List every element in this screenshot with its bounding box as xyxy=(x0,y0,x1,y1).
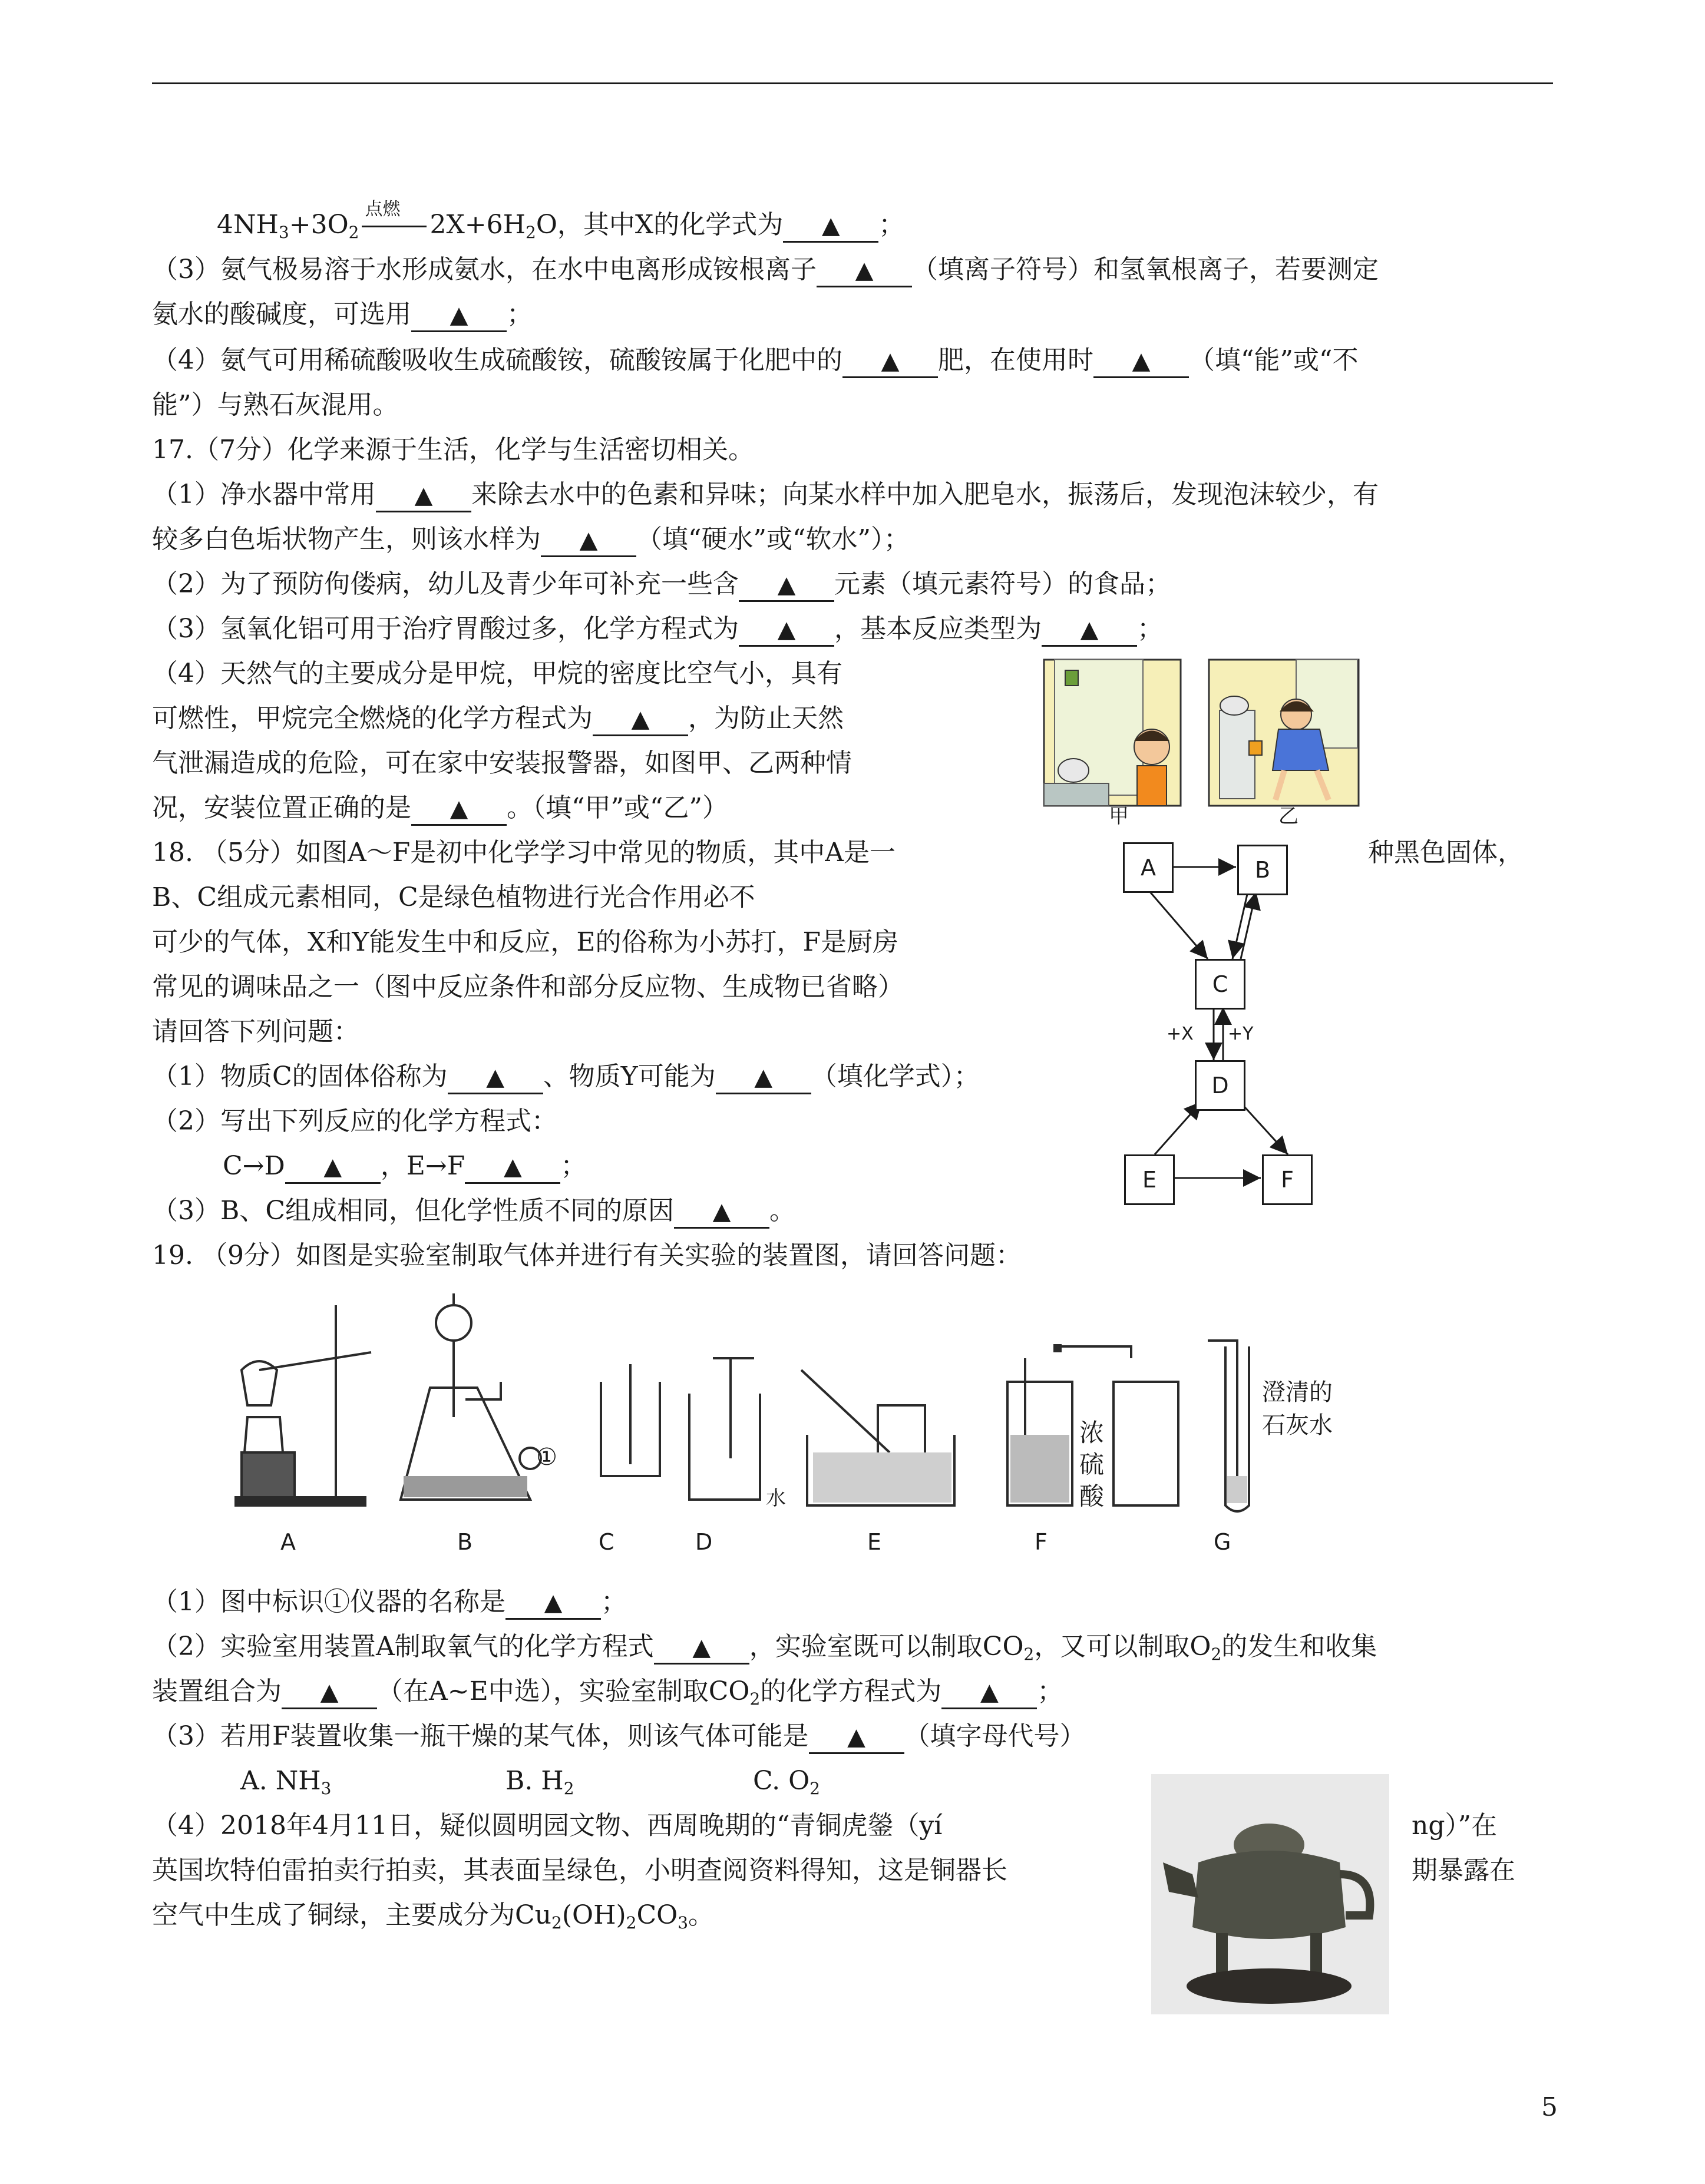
q18-part3: （3）B、C组成相同，但化学性质不同的原因 ▲ 。 xyxy=(152,1193,795,1229)
answer-blank[interactable]: ▲ xyxy=(282,1676,377,1709)
q17-part4-line1: （4）天然气的主要成分是甲烷，甲烷的密度比空气小，具有 xyxy=(152,658,842,689)
water-label: 水 xyxy=(766,1487,786,1510)
q18-line2: B、C组成元素相同，C是绿色植物进行光合作用必不 xyxy=(152,882,755,912)
gas-alarm-figure-b xyxy=(1208,658,1360,807)
q18-line1a: 18. （5分）如图A～F是初中化学学习中常见的物质，其中A是一 xyxy=(152,838,896,868)
node-b: B xyxy=(1237,845,1288,895)
q19-part4-line2a: 英国坎特伯雷拍卖行拍卖，其表面呈绿色，小明查阅资料得知，这是铜器长 xyxy=(152,1855,1007,1885)
q17-part3: （3）氢氧化铝可用于治疗胃酸过多，化学方程式为 ▲ ，基本反应类型为 ▲ ； xyxy=(152,611,1163,647)
reaction-condition: 点燃 xyxy=(359,207,429,243)
instrument-marker-1: ① xyxy=(536,1444,557,1471)
substance-relation-diagram xyxy=(1119,836,1320,1213)
apparatus-label-a: A xyxy=(280,1529,296,1555)
q16-part3-line2: 氨水的酸碱度，可选用 ▲ ； xyxy=(152,297,533,332)
q18-part2: （2）写出下列反应的化学方程式： xyxy=(152,1106,557,1136)
answer-blank[interactable]: ▲ xyxy=(739,569,834,602)
q17-part4-line2: 可燃性，甲烷完全燃烧的化学方程式为 ▲ ，为防止天然 xyxy=(152,701,844,736)
q19-part1: （1）图中标识①仪器的名称是 ▲ ； xyxy=(152,1584,627,1620)
q17-title: 17.（7分）化学来源于生活，化学与生活密切相关。 xyxy=(152,435,754,465)
q19-part4-line1a: （4）2018年4月11日，疑似圆明园文物、西周晚期的“青铜虎鎣（yí xyxy=(152,1811,943,1841)
answer-blank[interactable]: ▲ xyxy=(465,1151,560,1184)
apparatus-label-e: E xyxy=(867,1529,882,1555)
q19-title: 19. （9分）如图是实验室制取气体并进行有关实验的装置图，请回答问题： xyxy=(152,1240,1022,1270)
edge-label-y: +Y xyxy=(1228,1024,1254,1044)
q18-part2-equations: C→D ▲ ，E→F ▲ ； xyxy=(223,1149,586,1184)
answer-blank[interactable]: ▲ xyxy=(809,1721,904,1754)
answer-blank[interactable]: ▲ xyxy=(674,1196,769,1229)
lab-apparatus-figure xyxy=(224,1282,1379,1564)
q19-part2-line2: 装置组合为 ▲ （在A~E中选），实验室制取$CO_2$的化学方程式为 ▲ ； xyxy=(152,1676,1063,1709)
answer-blank[interactable]: ▲ xyxy=(817,254,912,287)
answer-blank[interactable]: ▲ xyxy=(593,703,688,736)
answer-blank[interactable]: ▲ xyxy=(716,1061,811,1094)
acid-label: 浓 硫 酸 xyxy=(1079,1418,1105,1511)
q16-part4-line1: （4）氨气可用稀硫酸吸收生成硫酸铵，硫酸铵属于化肥中的 ▲ 肥，在使用时 ▲ （填“能”或“不 xyxy=(152,343,1358,378)
node-d: D xyxy=(1195,1060,1245,1111)
q18-part1: （1）物质C的固体俗称为 ▲ 、物质Y可能为 ▲ （填化学式）； xyxy=(152,1059,980,1094)
answer-blank[interactable]: ▲ xyxy=(411,299,507,332)
bronze-vessel-photo xyxy=(1151,1774,1389,2014)
q17-part4-line3: 气泄漏造成的危险，可在家中安装报警器，如图甲、乙两种情 xyxy=(152,748,852,778)
q19-part4-line2b: 期暴露在 xyxy=(1412,1855,1515,1885)
answer-blank[interactable]: ▲ xyxy=(1042,614,1137,647)
q19-part4-line1b: ng）”在 xyxy=(1412,1811,1497,1841)
q16-equation-line: $4NH_3+3O_2$ 点燃 $2X+6H_2O$，其中X的化学式为 ▲ ； xyxy=(217,199,905,242)
node-e: E xyxy=(1124,1154,1175,1205)
answer-blank[interactable]: ▲ xyxy=(411,793,507,826)
answer-blank[interactable]: ▲ xyxy=(448,1061,543,1094)
node-c: C xyxy=(1195,959,1245,1010)
header-rule xyxy=(152,82,1553,84)
q19-option-a: A. $NH_3$ xyxy=(240,1766,332,1798)
apparatus-label-f: F xyxy=(1035,1529,1048,1555)
page-number: 5 xyxy=(1541,2092,1558,2122)
apparatus-label-b: B xyxy=(457,1529,473,1555)
answer-blank[interactable]: ▲ xyxy=(842,345,938,378)
answer-blank[interactable]: ▲ xyxy=(739,614,834,647)
figure-label-b: 乙 xyxy=(1278,805,1298,828)
gas-alarm-figure-a xyxy=(1043,658,1182,807)
q18-line3: 可少的气体，X和Y能发生中和反应，E的俗称为小苏打，F是厨房 xyxy=(152,927,899,957)
node-a: A xyxy=(1123,842,1174,893)
answer-blank[interactable]: ▲ xyxy=(941,1676,1037,1709)
q18-line1b: 种黑色固体， xyxy=(1368,838,1524,868)
answer-blank[interactable]: ▲ xyxy=(376,479,471,512)
q19-option-c: C. $O_2$ xyxy=(753,1766,820,1798)
q17-part4-line4: 况，安装位置正确的是 ▲ 。（填“甲”或“乙”） xyxy=(152,790,728,826)
edge-label-x: +X xyxy=(1167,1024,1194,1044)
q17-part1-line1: （1）净水器中常用 ▲ 来除去水中的色素和异味；向某水样中加入肥皂水，振荡后，发现泡沫较少，有 xyxy=(152,477,1379,512)
answer-blank[interactable]: ▲ xyxy=(541,524,636,557)
apparatus-label-g: G xyxy=(1214,1529,1231,1555)
q16-part3-line1: （3）氨气极易溶于水形成氨水，在水中电离形成铵根离子 ▲ （填离子符号）和氢氧根离子，若要测定 xyxy=(152,252,1379,287)
q19-part4-line3: 空气中生成了铜绿，主要成分为$Cu_2(OH)_2CO_3$。 xyxy=(152,1900,715,1932)
q19-option-b: B. $H_2$ xyxy=(505,1766,574,1798)
apparatus-label-c: C xyxy=(599,1529,614,1555)
q16-part4-line2: 能”）与熟石灰混用。 xyxy=(152,390,399,420)
q17-part1-line2: 较多白色垢状物产生，则该水样为 ▲ （填“硬水”或“软水”）； xyxy=(152,522,910,557)
answer-blank[interactable]: ▲ xyxy=(505,1587,601,1620)
q17-part2: （2）为了预防佝偻病，幼儿及青少年可补充一些含 ▲ 元素（填元素符号）的食品； xyxy=(152,567,1171,602)
limewater-label: 澄清的 石灰水 xyxy=(1262,1379,1333,1439)
answer-blank[interactable]: ▲ xyxy=(783,210,878,243)
q18-line5: 请回答下列问题： xyxy=(152,1017,359,1047)
apparatus-label-d: D xyxy=(695,1529,713,1555)
q19-part2-line1: （2）实验室用装置A制取氧气的化学方程式 ▲ ，实验室既可以制取$CO_2$，又可以制取$O_2$的发生和收集 xyxy=(152,1632,1377,1664)
node-f: F xyxy=(1262,1154,1313,1205)
q18-line4: 常见的调味品之一（图中反应条件和部分反应物、生成物已省略） xyxy=(152,972,904,1002)
q19-part3: （3）若用F装置收集一瓶干燥的某气体，则该气体可能是 ▲ （填字母代号） xyxy=(152,1719,1086,1754)
answer-blank[interactable]: ▲ xyxy=(1093,345,1189,378)
answer-blank[interactable]: ▲ xyxy=(654,1632,749,1665)
figure-label-a: 甲 xyxy=(1109,805,1129,828)
answer-blank[interactable]: ▲ xyxy=(285,1151,381,1184)
